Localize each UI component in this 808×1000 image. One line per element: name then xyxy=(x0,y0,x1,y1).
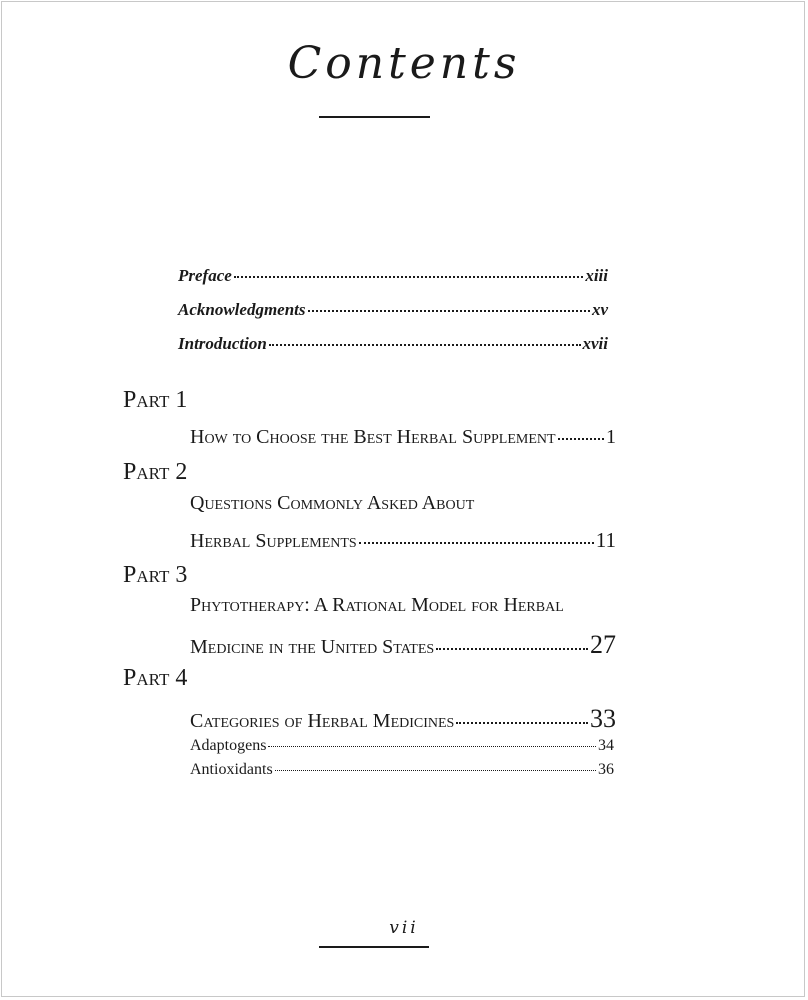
entry-title: Medicine in the United States xyxy=(190,636,435,658)
entry-page: 11 xyxy=(595,528,616,552)
front-matter-preface[interactable] xyxy=(178,266,608,300)
entry-page: xv xyxy=(591,300,608,319)
part-3-label: Part 3 xyxy=(123,562,188,588)
dot-leader xyxy=(268,746,596,747)
dot-leader xyxy=(359,542,594,544)
heading-rule xyxy=(319,116,430,118)
entry-title: Preface xyxy=(178,266,232,285)
entry-page: 1 xyxy=(606,426,616,448)
entry-page: 33 xyxy=(590,704,616,733)
toc-entry-categories[interactable] xyxy=(190,704,616,734)
entry-page: 36 xyxy=(598,761,614,778)
part-2-label: Part 2 xyxy=(123,459,188,485)
dot-leader xyxy=(436,648,588,650)
front-matter-acknowledgments[interactable] xyxy=(178,300,608,334)
entry-title: Categories of Herbal Medicines xyxy=(190,710,455,732)
dot-leader xyxy=(456,722,588,724)
toc-subentry-adaptogens[interactable] xyxy=(190,737,614,755)
entry-title: Introduction xyxy=(178,334,267,353)
dot-leader xyxy=(308,310,590,312)
entry-title: Herbal Supplements xyxy=(190,530,357,552)
entry-title: Antioxidants xyxy=(190,761,273,778)
toc-entry-choose-supplement[interactable] xyxy=(190,426,616,449)
entry-page: xvii xyxy=(582,334,608,353)
page-number: vii xyxy=(389,918,419,938)
footer-rule xyxy=(319,946,429,948)
contents-heading: Contents xyxy=(287,38,521,89)
entry-title: Acknowledgments xyxy=(178,300,306,319)
part-1-label: Part 1 xyxy=(123,387,188,413)
entry-page: 34 xyxy=(598,737,614,754)
dot-leader xyxy=(234,276,584,278)
part-4-label: Part 4 xyxy=(123,665,188,691)
toc-subentry-antioxidants[interactable] xyxy=(190,761,614,779)
toc-entry-phytotherapy-line2[interactable] xyxy=(190,630,616,660)
front-matter-introduction[interactable] xyxy=(178,334,608,368)
toc-entry-questions-line1[interactable]: Questions Commonly Asked About xyxy=(190,492,475,514)
dot-leader xyxy=(269,344,581,346)
toc-entry-phytotherapy-line1[interactable]: Phytotherapy: A Rational Model for Herbal xyxy=(190,594,564,616)
entry-page: 27 xyxy=(590,630,616,659)
toc-entry-questions-line2[interactable] xyxy=(190,528,616,553)
front-matter-list xyxy=(178,266,608,368)
entry-title: How to Choose the Best Herbal Supplement xyxy=(190,426,556,448)
dot-leader xyxy=(275,770,596,771)
dot-leader xyxy=(558,438,604,440)
entry-title: Adaptogens xyxy=(190,737,267,754)
entry-page: xiii xyxy=(585,266,608,285)
